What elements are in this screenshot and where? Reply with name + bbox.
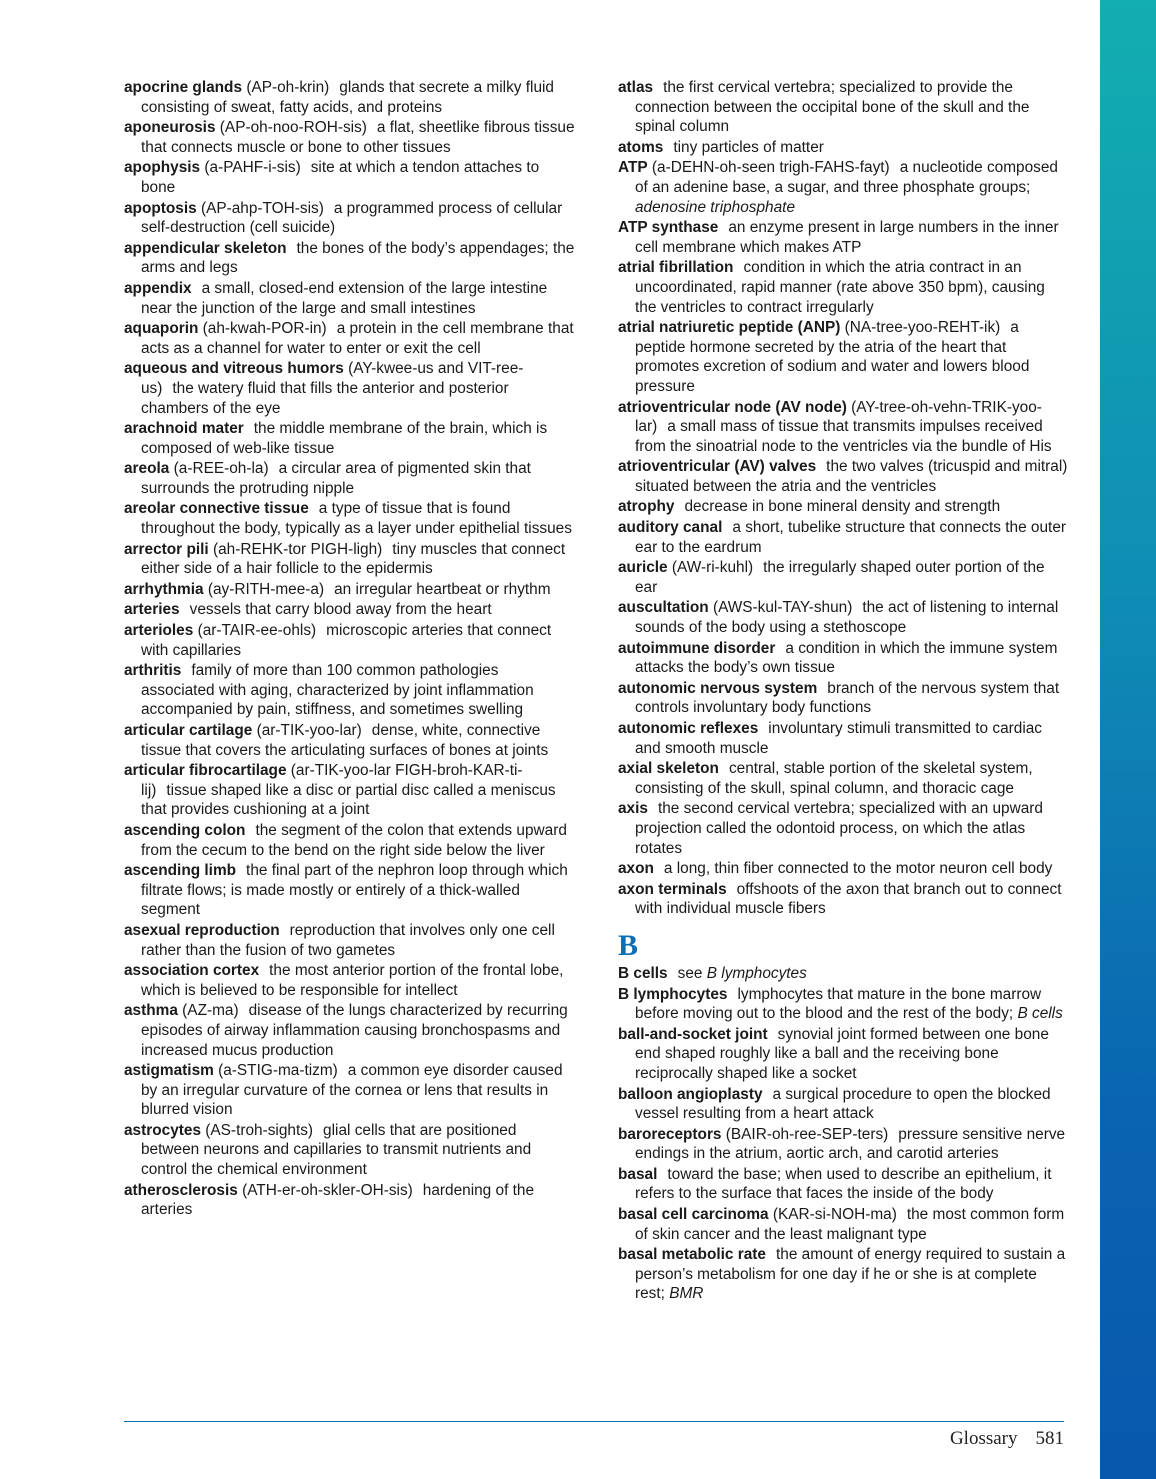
pronunciation: (AP-oh-noo-ROH-sis) (219, 119, 367, 137)
pronunciation: (ATH-er-oh-skler-OH-sis) (242, 1181, 413, 1199)
glossary-term: ascending colon (124, 821, 246, 839)
glossary-column-left (124, 78, 576, 1221)
definition: reproduction that involves only one cell rather than the fusion of two gametes (141, 921, 555, 959)
glossary-entry (124, 499, 576, 538)
definition: tiny particles of matter (673, 138, 824, 156)
pronunciation: (AWS-kul-TAY-shun) (712, 599, 853, 617)
page-footer (950, 1428, 1064, 1450)
pronunciation: (AS-troh-sights) (205, 1121, 314, 1139)
glossary-entry (618, 859, 1070, 879)
pronunciation: (a-STIG-ma-tizm) (218, 1062, 338, 1080)
glossary-term: articular cartilage (124, 722, 253, 739)
glossary-term: atrial natriuretic peptide (ANP) (618, 319, 841, 337)
glossary-term: areolar connective tissue (124, 500, 309, 518)
glossary-entry (124, 540, 576, 579)
glossary-entry (124, 419, 576, 458)
glossary-entry (618, 985, 1070, 1024)
glossary-entries-a (618, 78, 1070, 919)
footer-rule (124, 1421, 1064, 1422)
glossary-term: atrioventricular (AV) valves (618, 458, 817, 476)
glossary-term: autoimmune disorder (618, 639, 776, 657)
glossary-term: atoms (618, 138, 664, 156)
glossary-term: atlas (618, 79, 654, 96)
glossary-entry (618, 1125, 1070, 1164)
glossary-entry (124, 199, 576, 238)
definition: glial cells that are positioned between neurons and capillaries to transmit nutrients and control the chemical environment (141, 1121, 532, 1179)
definition: microscopic arteries that connect with capillaries (141, 622, 552, 659)
glossary-term: baroreceptors (618, 1125, 722, 1143)
definition: vessels that carry blood away from the heart (189, 601, 492, 619)
glossary-entry (618, 1025, 1070, 1084)
glossary-entry (124, 600, 576, 620)
glossary-entry (618, 78, 1070, 137)
definition: the segment of the colon that extends upward from the cecum to the bend on the right side below the liver (141, 821, 567, 859)
definition: a small, closed-end extension of the large intestine near the junction of the large and small intestines (141, 279, 548, 317)
glossary-term: ascending limb (124, 862, 237, 880)
glossary-term: arrhythmia (124, 580, 204, 598)
glossary-entry (124, 279, 576, 318)
pronunciation: (ah-kwah-POR-in) (202, 320, 327, 338)
glossary-term: B lymphocytes (618, 985, 728, 1003)
glossary-entry (618, 639, 1070, 678)
glossary-entry (124, 118, 576, 157)
definition: family of more than 100 common pathologies associated with aging, characterized by joint inflammation accompanied by pain, stiffness, and sometimes swelling (141, 662, 534, 719)
definition: toward the base; when used to describe an epithelium, it refers to the surface that faces the inside of the body (635, 1165, 1052, 1203)
glossary-entry (124, 961, 576, 1000)
glossary-term: appendicular skeleton (124, 239, 287, 257)
definition: an irregular heartbeat or rhythm (334, 580, 551, 598)
glossary-term: atrioventricular node (AV node) (618, 398, 847, 416)
glossary-entry (618, 1245, 1070, 1304)
glossary-entry (618, 518, 1070, 557)
alternate-term: B cells (1017, 1005, 1063, 1023)
glossary-term: ATP (618, 159, 648, 177)
definition: a small mass of tissue that transmits impulses received from the sinoatrial node to the ventricles via the bundle of His (635, 418, 1052, 455)
glossary-entry (618, 318, 1070, 396)
definition: decrease in bone mineral density and strength (684, 498, 1001, 516)
definition: the second cervical vertebra; specialized with an upward projection called the odontoid process, on which the atlas rotates (635, 800, 1043, 857)
glossary-term: aponeurosis (124, 119, 216, 137)
glossary-entry (618, 880, 1070, 919)
definition: involuntary stimuli transmitted to cardiac and smooth muscle (635, 720, 1042, 757)
pronunciation: (a-DEHN-oh-seen trigh-FAHS-fayt) (651, 159, 890, 177)
definition: synovial joint formed between one bone end shaped roughly like a ball and the receiving bone reciprocally shaped like a socket (635, 1025, 1049, 1082)
glossary-term: appendix (124, 279, 192, 297)
pronunciation: (ar-TIK-yoo-lar FIGH-broh-KAR-ti-lij) (141, 762, 523, 799)
decorative-sidebar (1100, 0, 1156, 1479)
glossary-entries-b (618, 964, 1070, 1304)
glossary-entry (618, 1085, 1070, 1124)
glossary-term: axon (618, 860, 654, 878)
pronunciation: (ar-TIK-yoo-lar) (256, 722, 362, 739)
glossary-entry (618, 799, 1070, 858)
glossary-term: basal metabolic rate (618, 1246, 766, 1264)
glossary-term: association cortex (124, 962, 260, 980)
glossary-entry (124, 580, 576, 600)
definition: a circular area of pigmented skin that surrounds the protruding nipple (141, 460, 531, 497)
definition: lymphocytes that mature in the bone marrow before moving out to the blood and the rest of the body; (635, 985, 1042, 1023)
glossary-term: axial skeleton (618, 760, 719, 778)
definition: the first cervical vertebra; specialized to provide the connection between the occipital bone of the skull and the spinal column (635, 79, 1030, 136)
definition: condition in which the atria contract in an uncoordinated, rapid manner (rate above 350 bpm), causing the ventricles to contract irregularly (635, 259, 1045, 316)
pronunciation: (AW-ri-kuhl) (671, 559, 754, 577)
glossary-term: autonomic reflexes (618, 720, 759, 737)
glossary-entry (124, 821, 576, 860)
definition: the most anterior portion of the frontal lobe, which is believed to be responsible for intellect (141, 962, 564, 999)
definition: pressure sensitive nerve endings in the atrium, aortic arch, and carotid arteries (635, 1125, 1066, 1163)
pronunciation: (ar-TAIR-ee-ohls) (197, 622, 317, 640)
glossary-term: asexual reproduction (124, 921, 280, 939)
definition: the bones of the body’s appendages; the arms and legs (141, 239, 575, 277)
alternate-term: B lymphocytes (706, 964, 807, 982)
glossary-entry (618, 218, 1070, 257)
glossary-term: B cells (618, 964, 668, 982)
glossary-entry (618, 964, 1070, 984)
glossary-entry (124, 459, 576, 498)
glossary-term: atrial fibrillation (618, 259, 734, 277)
glossary-entry (618, 138, 1070, 158)
definition: the most common form of skin cancer and the least malignant type (635, 1206, 1065, 1243)
glossary-entry (618, 558, 1070, 597)
pronunciation: (a-REE-oh-la) (173, 460, 269, 478)
definition: offshoots of the axon that branch out to connect with individual muscle fibers (635, 880, 1062, 918)
definition: the middle membrane of the brain, which is composed of web-like tissue (141, 420, 548, 457)
definition: the watery fluid that fills the anterior and posterior chambers of the eye (141, 379, 509, 417)
glossary-term: axis (618, 800, 648, 818)
glossary-entry (618, 1165, 1070, 1204)
definition: a short, tubelike structure that connects the outer ear to the eardrum (635, 519, 1067, 556)
definition: tiny muscles that connect either side of a hair follicle to the epidermis (141, 540, 566, 578)
section-letter-b: B (618, 928, 639, 962)
glossary-term: areola (124, 460, 170, 478)
pronunciation: (NA-tree-yoo-REHT-ik) (844, 319, 1001, 337)
definition: a common eye disorder caused by an irregular curvature of the cornea or lens that results in blurred vision (141, 1062, 563, 1119)
glossary-entry (124, 158, 576, 197)
definition: see (677, 964, 703, 982)
definition: the irregularly shaped outer portion of the ear (635, 559, 1045, 596)
pronunciation: (ah-REHK-tor PIGH-ligh) (212, 540, 383, 558)
glossary-term: astrocytes (124, 1121, 201, 1139)
pronunciation: (KAR-si-NOH-ma) (772, 1206, 897, 1224)
glossary-term: auricle (618, 559, 668, 577)
glossary-entry (618, 158, 1070, 217)
definition: tissue shaped like a disc or partial disc called a meniscus that provides cushioning at a joint (141, 781, 556, 819)
glossary-entry (618, 398, 1070, 457)
definition: dense, white, connective tissue that covers the articulating surfaces of bones at joints (141, 722, 549, 759)
glossary-term: basal (618, 1165, 658, 1183)
glossary-entry (618, 497, 1070, 517)
definition: an enzyme present in large numbers in the inner cell membrane which makes ATP (635, 219, 1059, 256)
definition: hardening of the arteries (141, 1181, 535, 1219)
glossary-entry (124, 761, 576, 820)
pronunciation: (BAIR-oh-ree-SEP-ters) (725, 1125, 889, 1143)
pronunciation: (ay-RITH-mee-a) (207, 580, 325, 598)
glossary-term: aqueous and vitreous humors (124, 360, 344, 378)
definition: branch of the nervous system that controls involuntary body functions (635, 679, 1060, 717)
definition: a flat, sheetlike fibrous tissue that connects muscle or bone to other tissues (141, 119, 575, 156)
glossary-entry (618, 759, 1070, 798)
definition: glands that secrete a milky fluid consisting of sweat, fatty acids, and proteins (141, 79, 554, 116)
definition: a protein in the cell membrane that acts as a channel for water to enter or exit the cell (141, 320, 574, 357)
glossary-term: autonomic nervous system (618, 679, 818, 697)
glossary-entry (124, 1181, 576, 1220)
glossary-entry (124, 78, 576, 117)
definition: a peptide hormone secreted by the atria of the heart that promotes excretion of sodium and water and lowers blood pressure (635, 319, 1030, 395)
definition: the act of listening to internal sounds of the body using a stethoscope (635, 599, 1059, 637)
glossary-term: arrector pili (124, 540, 209, 558)
pronunciation: (a-PAHF-i-sis) (204, 159, 301, 177)
glossary-term: basal cell carcinoma (618, 1206, 769, 1224)
glossary-entry (124, 1121, 576, 1180)
definition: a programmed process of cellular self-destruction (cell suicide) (141, 199, 563, 237)
page-number: 581 (1035, 1428, 1064, 1449)
footer-label: Glossary (949, 1428, 1018, 1449)
definition: central, stable portion of the skeletal system, consisting of the skull, spinal column, and thoracic cage (635, 760, 1033, 797)
alternate-term: adenosine triphosphate (635, 198, 796, 216)
glossary-term: ATP synthase (618, 219, 719, 237)
glossary-term: atrophy (618, 498, 675, 516)
definition: a surgical procedure to open the blocked vessel resulting from a heart attack (635, 1085, 1051, 1123)
glossary-term: asthma (124, 1002, 178, 1020)
glossary-entry (618, 1205, 1070, 1244)
glossary-entry (124, 861, 576, 920)
glossary-entry (124, 1001, 576, 1060)
glossary-entry (124, 319, 576, 358)
glossary-entry (124, 239, 576, 278)
glossary-term: ball-and-socket joint (618, 1025, 768, 1043)
glossary-term: auditory canal (618, 519, 723, 537)
glossary-entry (124, 359, 576, 418)
glossary-term: apoptosis (124, 199, 197, 217)
pronunciation: (AZ-ma) (182, 1002, 239, 1020)
glossary-term: arterioles (124, 622, 194, 640)
definition: a nucleotide composed of an adenine base, a sugar, and three phosphate groups; (635, 159, 1058, 196)
glossary-term: astigmatism (124, 1062, 214, 1080)
definition: the two valves (tricuspid and mitral) situated between the atria and the ventricles (635, 458, 1068, 495)
definition: disease of the lungs characterized by recurring episodes of airway inflammation causing bronchospasms and increased mucus production (141, 1002, 568, 1059)
glossary-entry (124, 621, 576, 660)
glossary-entry (618, 598, 1070, 637)
definition: the amount of energy required to sustain a person’s metabolism for one day if he or she is at complete rest; (635, 1246, 1066, 1303)
glossary-term: articular fibrocartilage (124, 762, 287, 780)
glossary-entry (124, 721, 576, 760)
glossary-term: auscultation (618, 599, 709, 617)
glossary-term: axon terminals (618, 880, 727, 898)
glossary-term: aquaporin (124, 320, 199, 338)
definition: the final part of the nephron loop through which filtrate flows; is made mostly or entirely of a thick-walled segment (141, 862, 568, 919)
glossary-term: atherosclerosis (124, 1181, 238, 1199)
glossary-term: apophysis (124, 159, 201, 177)
glossary-entry (124, 1061, 576, 1120)
glossary-column-right (618, 78, 1070, 1305)
pronunciation: (AY-kwee-us and VIT-ree-us) (141, 360, 524, 397)
definition: a condition in which the immune system attacks the body’s own tissue (635, 639, 1058, 677)
pronunciation: (AP-oh-krin) (246, 79, 330, 96)
glossary-entry (618, 719, 1070, 758)
definition: site at which a tendon attaches to bone (141, 159, 540, 196)
glossary-entry (124, 661, 576, 720)
glossary-term: apocrine glands (124, 79, 243, 96)
glossary-entry (618, 258, 1070, 317)
pronunciation: (AY-tree-oh-vehn-TRIK-yoo-lar) (635, 398, 1042, 436)
glossary-entry (124, 921, 576, 960)
glossary-term: arthritis (124, 662, 182, 680)
alternate-term: BMR (669, 1285, 704, 1303)
glossary-term: arachnoid mater (124, 420, 244, 438)
pronunciation: (AP-ahp-TOH-sis) (200, 199, 324, 217)
definition: a long, thin fiber connected to the motor neuron cell body (663, 860, 1053, 878)
glossary-term: arteries (124, 601, 180, 619)
glossary-entry (618, 679, 1070, 718)
glossary-entry (618, 457, 1070, 496)
glossary-term: balloon angioplasty (618, 1085, 763, 1103)
definition: a type of tissue that is found throughout the body, typically as a layer under epithelial tissues (141, 500, 572, 538)
